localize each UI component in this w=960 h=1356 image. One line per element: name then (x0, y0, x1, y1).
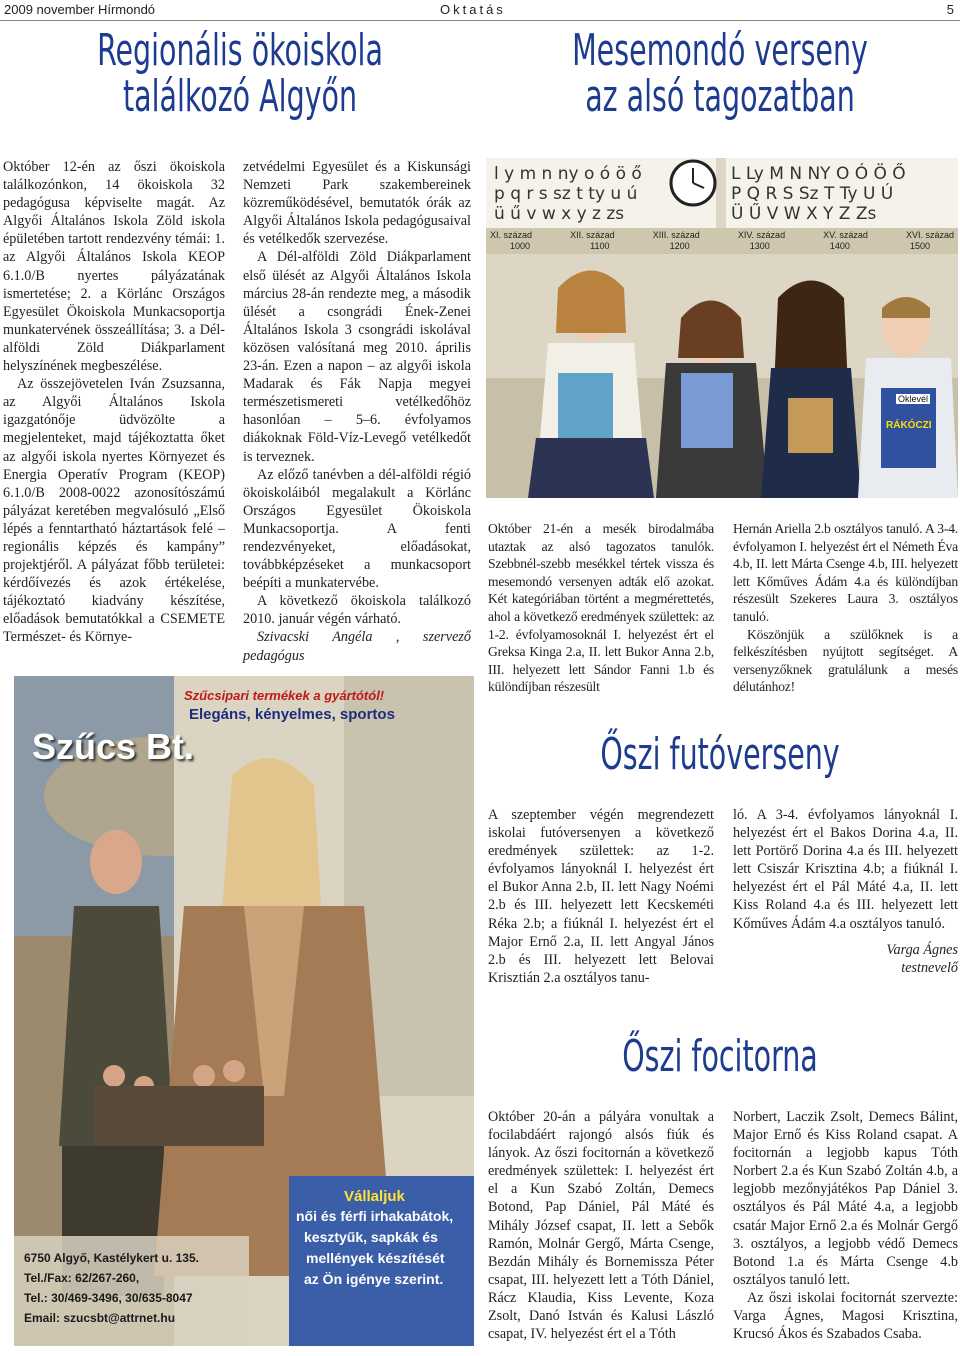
article2-title-line1: Mesemondó verseny (572, 25, 868, 76)
article3-column-2 (733, 806, 958, 977)
ad-address-2: Tel./Fax: 62/267-260, (24, 1271, 140, 1285)
article4-paragraph: Norbert, Laczik Zsolt, Demecs Bálint, Major Ernő és Kiss Roland csapat. A focitornán a legjobb kapus Tóth Norbert 2.a és Kun Szabó Zoltán 4.b, a legjobb mezőnyjátékos Pap Dániel 3. osztályos és Pál Máté 4.a, a legjobb csatár Major Ernő 2.a és Molnár Gergő 3. osztályos, a legjobb védő Demecs Botond 1.a és Márta Csenge 4.b osztályos tanuló lett. (733, 1109, 958, 1288)
article1-column-1 (3, 158, 225, 647)
article4-column-1 (488, 1108, 714, 1343)
board-row-2: p q r s sz t ty u ú (494, 184, 638, 204)
article3-signature-name: Varga Ágnes (886, 941, 958, 958)
timeline-label: XI. század (490, 230, 533, 240)
article2-paragraph: Október 21-én a mesék birodalmába utaztak az alsó tagozatos tanulók. Szebbnél-szebb mesékkel tértek vissza és mesemondó versenyen adták elő azokat. Két kategóriában történt a megmérettetés, ahol a következő eredmények születtek: az 1-2. évfolyamosoknál I. helyezést ért el Greksa Kinga 2.a, II. lett Bukor Anna 2.b, III. helyezett lett Sándor Fanni 1.b és különdíjban részesült (488, 521, 714, 695)
article1-paragraph: zetvédelmi Egyesület és a Kiskunsági Nemzeti Park szakembereinek közreműködésével, bemutatók órák az Algyői Általános Iskola pedagógusaival és vetélkedők szervezése. (243, 159, 471, 248)
article2-title (547, 25, 893, 123)
article1-column-2 (243, 158, 471, 665)
article1-paragraph: Az összejövetelen Iván Zsuzsanna, az Algyői Általános Iskola igazgatónője üdvözölte a megjelenteket, majd tájékoztatta őket az algyői iskola nyertes Környezet és Energia Operatív Program (KEOP) 6.1.0/B 2008-0022 azonosítószámú pályázat keretében megvalósuló „Első lépés a fenntartható háztartások felé – regionális képzés és kampány” projektjéről. A pályázat főbb területei: kérdőívezés és azok értékelése, tájékoztató kiadvány készítése, előadások bemutatókkal a CSEMETE Természet- és Környe- (3, 376, 225, 646)
article1-paragraph: A következő ökoiskola találkozó 2010. január végén várható. (243, 593, 471, 628)
article2-paragraph: Köszönjük a szülőknek is a felkészítésben nyújtott segítséget. A versenyzőknek gratulálunk a mesés délutánhoz! (733, 626, 958, 695)
ad-offer-1: Vállaljuk (344, 1188, 405, 1205)
article3-column-1 (488, 806, 714, 987)
ad-offer-5: az Ön igénye szerint. (304, 1271, 444, 1287)
timeline-label: XVI. század (905, 230, 954, 240)
article3-paragraph: ló. A 3-4. évfolyamos lányoknál I. helyezést ért el Bakos Dorina 4.a, II. lett Portörő Dorina 4.a és III. helyezett lett Csiszár Krisztina 4.b; a fiúknál I. helyezést ért el Pál Máté 4.a, II. lett Kiss Roland 4.a és III. helyezett lett Kőműves Ádám 4.a osztályos tanuló. (733, 807, 958, 932)
ad-brand: Szűcs Bt. (32, 726, 195, 767)
article4-paragraph: Az őszi iskolai focitornát szervezte: Varga Ágnes, Magosi Krisztina, Krucsó Ákos és Szabados Csaba. (733, 1289, 958, 1343)
ad-tagline-1: Szűcsipari termékek a gyártótól! (184, 688, 385, 703)
ad-offer-2: női és férfi irhakabátok, (296, 1208, 454, 1224)
article1-title-line1: Regionális ökoiskola (97, 25, 383, 76)
article3-paragraph: A szeptember végén megrendezett iskolai futóversenyen a következő eredmények születtek: az 1-2. évfolyamos lányoknál I. helyezést ért el Bukor Anna 2.b, II. lett Nagy Noémi 2.b és III. helyezett lett Kecskeméti Réka 2.b; a fiúknál I. helyezést ért el Major Ernő 2.a, II. lett Angyal János 2.b és III. helyezett lett Belovai Krisztián 2.a osztályos tanu- (488, 807, 714, 986)
timeline-label: XIV. század (737, 230, 786, 240)
ad-photo (14, 676, 474, 1346)
issue-label: 2009 november Hírmondó (4, 2, 156, 17)
article2-column-2 (733, 520, 958, 696)
article1-paragraph: Az előző tanévben a dél-alföldi régió ökoiskoláiból megalakult a Körlánc Országos Egyesület Ökoiskola Munkacsoportja. A fenti rendezvényeket, előadásokat, továbbképzéseket a munkacsoport beépíti a munkatervébe. (243, 466, 471, 592)
article4-paragraph: Október 20-án a pályára vonultak a focilabdáért rajongó alsós fiúk és lányok. Az őszi focitornán a következő eredmények születtek: I. helyezést ért el a Kun Szabó Zoltán, Demecs Botond, Pap Dániel, Pál Máté és Mihály József csapat, II. lett a Sebők Ramón, Molnár Gergő, Márta Csenge, Bezdán Mihály és Bornemissza Péter csapat, III. helyezett lett a Tóth Dániel, Rácz Klaudia, Kiss Levente, Koza Zsolt, Danó István és Kalusi László csapat, IV. helyezést ért el a Tóth (488, 1109, 714, 1343)
timeline-year: 1200 (669, 241, 690, 251)
article4-title: Őszi focitorna (622, 1031, 818, 1082)
article2-title-line2: az alsó tagozatban (585, 71, 855, 123)
board-row-3: ü ű v w x y z zs (494, 204, 625, 224)
advertisement (14, 676, 474, 1346)
article3-title: Őszi futóverseny (600, 729, 840, 780)
article2-paragraph: Hernán Ariella 2.b osztályos tanuló. A 3-4. évfolyamon I. helyezést ért el Németh Éva 4.b, II. lett Márta Csenge 4.b, III. helyezett lett Kőműves Ádám 4.a és különdíjban részesült Szekeres Laura 3. osztályos tanuló. (733, 521, 958, 624)
article1-title-line2: találkozó Algyőn (122, 71, 358, 123)
book-title: RÁKÓCZI (886, 420, 932, 431)
timeline-year: 1400 (829, 241, 850, 251)
ad-offer-4: mellények készítését (306, 1250, 445, 1266)
article1-title (67, 25, 413, 123)
section-label: Oktatás (440, 2, 506, 17)
timeline-year: 1100 (590, 241, 610, 251)
timeline-label: XV. század (823, 230, 868, 240)
board-right-row-1: L Ly M N NY O Ó Ö Ő (731, 164, 906, 184)
article1-signature: Szivacski Angéla , szervező pedagógus (243, 629, 471, 664)
ad-address-4: Email: szucsbt@attrnet.hu (24, 1311, 176, 1325)
timeline-year: 1500 (909, 241, 930, 251)
ad-tagline-2: Elegáns, kényelmes, sportos (189, 706, 395, 723)
timeline-label: XIII. század (652, 230, 700, 240)
article2-column-1 (488, 520, 714, 696)
ad-address-3: Tel.: 30/469-3496, 30/635-8047 (24, 1291, 193, 1305)
timeline-years (510, 241, 930, 251)
ad-address-1: 6750 Algyő, Kastélykert u. 135. (24, 1251, 199, 1265)
article1-paragraph: Október 12-én az őszi ökoiskola találkozónkon, 14 ökoiskola 32 pedagógusa képviselte magát. Az Algyői Általános Iskola Zöld iskola épületében tartott rendezvény témái: 1. az Algyői Általános Iskola KEOP 6.1.0/B nyertes pályázatának ismertetése; 2. a Körlánc Országos Egyesület Ökoiskola Munkacsoportja munkatervének összeállítása; 3. a Dél-alföldi Zöld Diákparlament helyszínének megbeszélése. (3, 159, 225, 375)
page-number: 5 (946, 2, 954, 17)
timeline-year: 1000 (510, 241, 531, 251)
timeline-label: XII. század (570, 230, 615, 240)
book-label: Oklevél (898, 394, 929, 404)
article1-paragraph: A Dél-alföldi Zöld Diákparlament első ülését az Algyői Általános Iskola március 28-án rendezte meg, a második ülését a csongrádi Ének-Zenei Általános Iskola 3 csongrádi iskolával közösen valósítaná meg 2010. április 23-án. Ezen a napon – az algyői iskola Madarak és Fák Napja megyei természetismereti vetélkedőhöz hasonlóan – 5–6. évfolyamos diákoknak Föld-Víz-Levegő vetélkedőt is terveznek. (243, 249, 471, 465)
timeline-row (490, 230, 954, 240)
article3-signature-role: testnevelő (901, 959, 958, 976)
timeline-year: 1300 (749, 241, 770, 251)
board-right-row-2: P Q R S Sz T Ty U Ú (731, 184, 894, 204)
ad-offer-3: kesztyűk, sapkák és (304, 1229, 438, 1245)
board-row-1: l y m n ny o ó ö ő (494, 164, 642, 184)
board-right-row-3: Ü Ű V W X Y Z Zs (731, 204, 877, 224)
article4-column-2 (733, 1108, 958, 1343)
page-header (0, 0, 960, 21)
classroom-photo (486, 158, 958, 498)
